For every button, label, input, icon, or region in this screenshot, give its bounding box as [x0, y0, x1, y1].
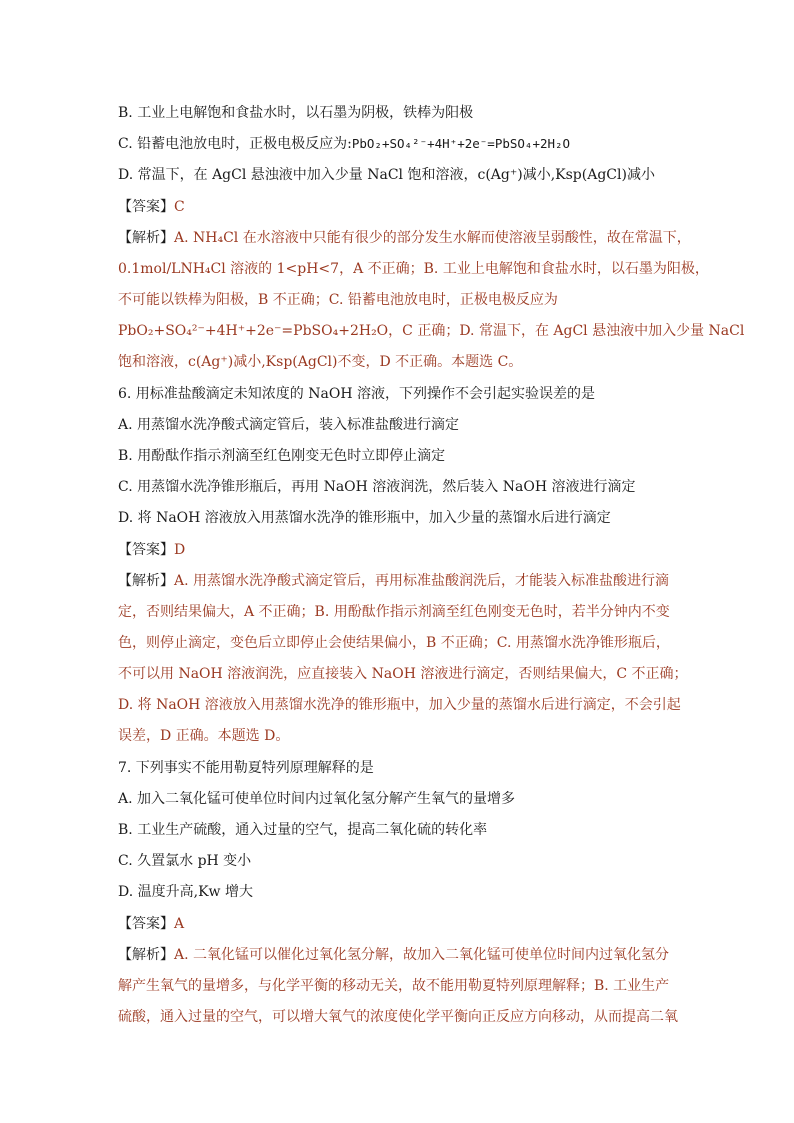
analysis-tag: 【解析】: [118, 573, 174, 589]
q5-analysis-line: [118, 228, 691, 248]
q5-option-c-text: C. 铅蓄电池放电时，正极电极反应为:: [118, 136, 352, 152]
q5-option-b: B. 工业上电解饱和食盐水时，以石墨为阴极，铁棒为阳极: [118, 105, 474, 121]
q6-option-c: C. 用蒸馏水洗净锥形瓶后，再用 NaOH 溶液润洗，然后装入 NaOH 溶液进行滴定: [118, 479, 636, 495]
q7-option-d: D. 温度升高,Kw 增大: [118, 884, 253, 900]
answer-letter: C: [174, 199, 185, 215]
q5-option-c: [118, 134, 682, 154]
q6-analysis-text: A. 用蒸馏水洗净酸式滴定管后，再用标准盐酸润洗后，才能装入标准盐酸进行滴: [174, 573, 670, 589]
q7-analysis-line: 解产生氧气的量增多，与化学平衡的移动无关，故不能用勒夏特列原理解释；B. 工业生产: [118, 978, 670, 994]
q7-analysis-line: 硫酸，通入过量的空气，可以增大氧气的浓度使化学平衡向正反应方向移动，从而提高二氧: [118, 1009, 678, 1025]
q7-option-c: C. 久置氯水 pH 变小: [118, 853, 252, 869]
q6-analysis-line: 色，则停止滴定，变色后立即停止会使结果偏小，B 不正确；C. 用蒸馏水洗净锥形瓶后，: [118, 635, 670, 651]
q6-analysis-line: 定，否则结果偏大，A 不正确；B. 用酚酞作指示剂滴至红色刚变无色时，若半分钟内不变: [118, 604, 670, 620]
q5-answer: [118, 197, 682, 217]
q7-analysis-text: A. 二氧化锰可以催化过氧化氢分解，故加入二氧化锰可使单位时间内过氧化氢分: [174, 947, 670, 963]
q6-option-a: A. 用蒸馏水洗净酸式滴定管后，装入标准盐酸进行滴定: [118, 417, 460, 433]
answer-letter: D: [174, 542, 186, 558]
q6-analysis-line: D. 将 NaOH 溶液放入用蒸馏水洗净的锥形瓶中，加入少量的蒸馏水后进行滴定，不会引起: [118, 697, 681, 713]
q5-option-d: D. 常温下，在 AgCl 悬浊液中加入少量 NaCl 饱和溶液，c(Ag⁺)减小,Ksp(AgCl)减小: [118, 167, 655, 183]
q5-analysis-text: A. NH₄Cl 在水溶液中只能有很少的部分发生水解而使溶液呈弱酸性，故在常温下，: [174, 230, 691, 246]
q5-analysis-line: 不可能以铁棒为阳极，B 不正确；C. 铅蓄电池放电时，正极电极反应为: [118, 292, 558, 308]
q7-option-b: B. 工业生产硫酸，通入过量的空气，提高二氧化硫的转化率: [118, 822, 488, 838]
answer-tag: 【答案】: [118, 199, 174, 215]
q6-option-d: D. 将 NaOH 溶液放入用蒸馏水洗净的锥形瓶中，加入少量的蒸馏水后进行滴定: [118, 510, 611, 526]
q5-analysis-line: PbO₂+SO₄²⁻+4H⁺+2e⁻=PbSO₄+2H₂O，C 正确；D. 常温下，在 AgCl 悬浊液中加入少量 NaCl: [118, 323, 745, 339]
q6-option-b: B. 用酚酞作指示剂滴至红色刚变无色时立即停止滴定: [118, 448, 446, 464]
answer-letter: A: [174, 916, 185, 932]
q6-analysis-line: 误差，D 正确。本题选 D。: [118, 728, 290, 744]
analysis-tag: 【解析】: [118, 230, 174, 246]
q7-answer: [118, 914, 682, 934]
q5-option-c-formula: PbO₂+SO₄²⁻+4H⁺+2e⁻=PbSO₄+2H₂O: [351, 136, 571, 151]
q7-option-a: A. 加入二氧化锰可使单位时间内过氧化氢分解产生氧气的量增多: [118, 791, 516, 807]
q7-stem: 7. 下列事实不能用勒夏特列原理解释的是: [118, 760, 374, 776]
q6-answer: [118, 540, 682, 560]
q6-analysis-line: 不可以用 NaOH 溶液润洗，应直接装入 NaOH 溶液进行滴定，否则结果偏大，C 不正确；: [118, 666, 688, 682]
q6-stem: 6. 用标准盐酸滴定未知浓度的 NaOH 溶液，下列操作不会引起实验误差的是: [118, 386, 595, 402]
q6-analysis-line: [118, 571, 682, 591]
analysis-tag: 【解析】: [118, 947, 174, 963]
q5-analysis-line: 0.1mol/LNH₄Cl 溶液的 1<pH<7，A 不正确；B. 工业上电解饱和食盐水时，以石墨为阳极，: [118, 261, 709, 277]
q5-analysis-line: 饱和溶液，c(Ag⁺)减小,Ksp(AgCl)不变，D 不正确。本题选 C。: [118, 354, 523, 370]
answer-tag: 【答案】: [118, 542, 174, 558]
answer-tag: 【答案】: [118, 916, 174, 932]
q7-analysis-line: [118, 945, 682, 965]
